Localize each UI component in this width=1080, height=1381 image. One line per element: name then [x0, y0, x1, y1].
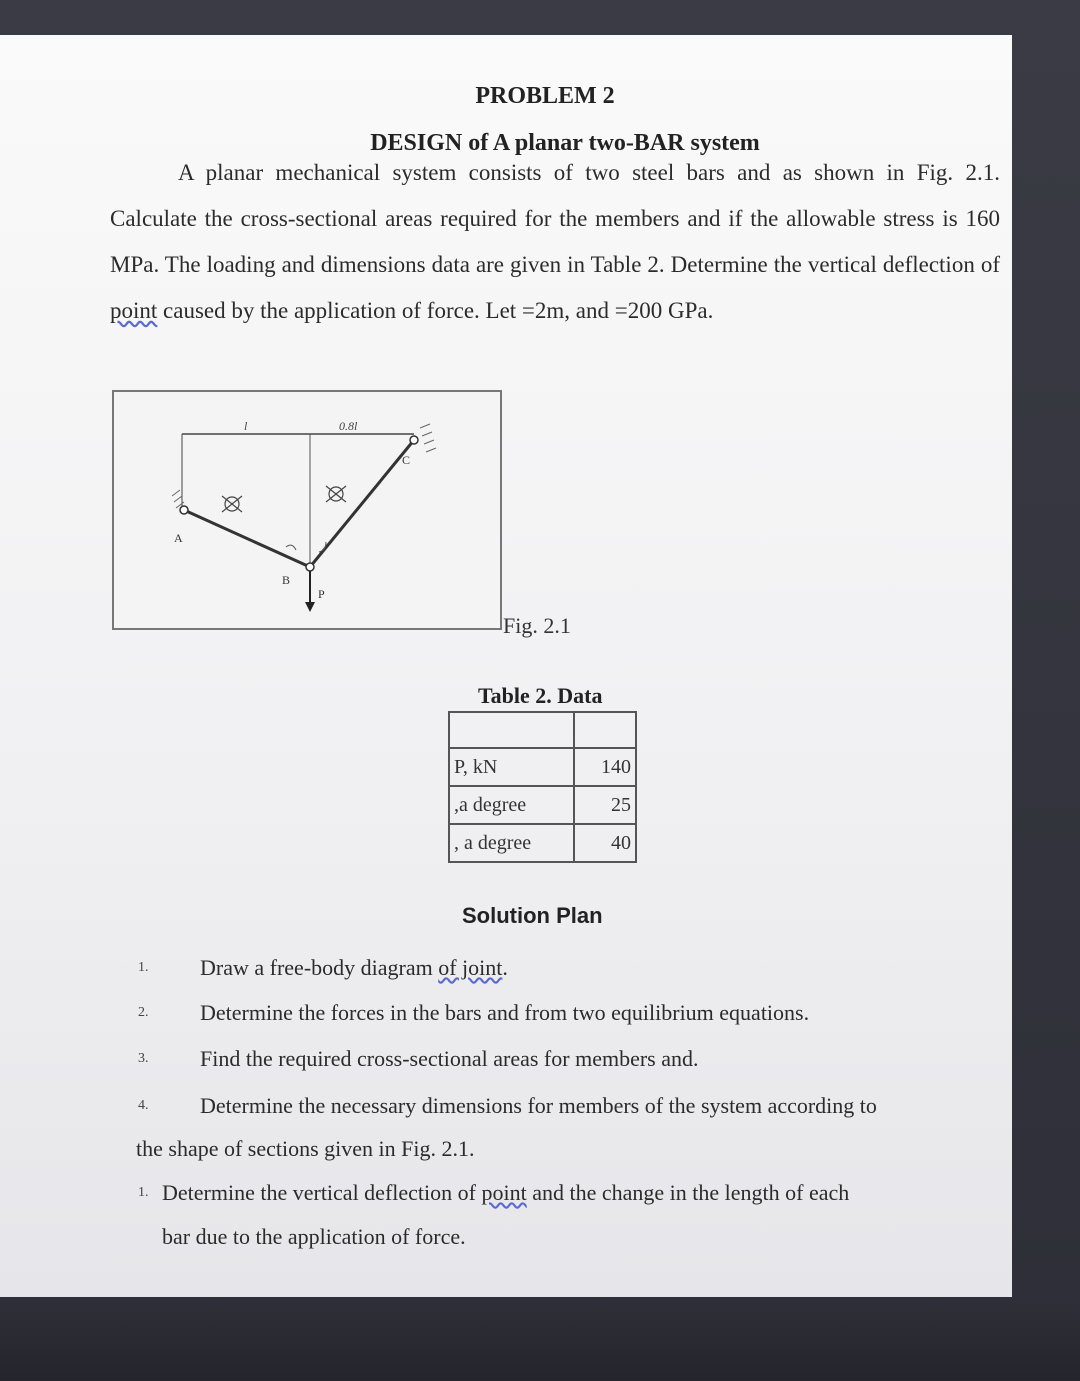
step-5-line2: bar due to the application of force.: [162, 1224, 466, 1249]
step-number: 1.: [138, 1185, 149, 1200]
label-a: A: [174, 531, 183, 545]
statement-point: point: [110, 298, 158, 323]
two-bar-system-diagram: [114, 392, 500, 628]
row-value: 40: [574, 824, 636, 862]
document-page: [0, 35, 1012, 1297]
step-number: 2.: [138, 1005, 149, 1020]
step-text: Draw a free-body diagram: [200, 955, 439, 980]
step-point: of joint: [438, 955, 503, 980]
table-row: [449, 786, 636, 824]
problem-title: PROBLEM 2: [475, 83, 615, 109]
row-label: P, kN: [449, 748, 574, 786]
step-point: point: [481, 1180, 527, 1205]
step-4-line2: the shape of sections given in Fig. 2.1.: [136, 1136, 475, 1161]
label-c: C: [402, 453, 411, 467]
table-header-row: [449, 712, 636, 748]
joint-c: [410, 436, 418, 444]
solution-plan-title: Solution Plan: [462, 903, 603, 928]
figure-caption: Fig. 2.1: [503, 613, 571, 638]
bar-ab: [184, 510, 310, 567]
support-c-hatch: [420, 424, 436, 452]
joint-b: [306, 563, 314, 571]
dim-label-08l: 0.8l: [339, 419, 358, 433]
row-value: 25: [574, 786, 636, 824]
step-number: 1.: [138, 960, 149, 975]
problem-statement: [110, 150, 1000, 334]
step-1: [200, 955, 508, 981]
step-text: .: [502, 955, 508, 980]
step-3: Find the required cross-sectional areas for members and.: [200, 1046, 699, 1071]
section-marker-1: [222, 496, 242, 512]
statement-text-a: A planar mechanical system consists of two steel bars and as shown in Fig. 2.1. Calculate the cross-sectional areas required for the members and if the allowable stress is 160 MPa. The loading and dimensions data are given in Table 2. Determine the vertical deflection of: [110, 160, 1000, 277]
row-label: , a degree: [449, 824, 574, 862]
step-5-line1: [162, 1180, 849, 1206]
section-marker-2: [326, 486, 346, 502]
step-text: Determine the vertical deflection of: [162, 1180, 482, 1205]
figure-2-1: [112, 390, 502, 630]
label-p: P: [318, 587, 325, 601]
table-cell: [449, 712, 574, 748]
step-2: Determine the forces in the bars and from two equilibrium equations.: [200, 1000, 810, 1025]
step-text: and the change in the length of each: [526, 1180, 850, 1205]
table-row: [449, 824, 636, 862]
load-arrowhead: [305, 602, 315, 612]
row-label: ,a degree: [449, 786, 574, 824]
row-value: 140: [574, 748, 636, 786]
angle-arc-1: [286, 545, 296, 550]
label-b: B: [282, 573, 291, 587]
data-table: [448, 711, 637, 863]
problem-subtitle: DESIGN of A planar two-BAR system: [370, 130, 760, 156]
table-cell: [574, 712, 636, 748]
table-caption: Table 2. Data: [478, 683, 603, 708]
step-number: 3.: [138, 1051, 149, 1066]
step-4-line1: Determine the necessary dimensions for members of the system according to: [200, 1093, 877, 1118]
bar-bc: [310, 440, 414, 567]
dim-label-l: l: [244, 419, 248, 433]
step-number: 4.: [138, 1098, 149, 1113]
table-row: [449, 748, 636, 786]
statement-text-b: caused by the application of force. Let =2m, and =200 GPa.: [157, 298, 714, 323]
joint-a: [180, 506, 188, 514]
